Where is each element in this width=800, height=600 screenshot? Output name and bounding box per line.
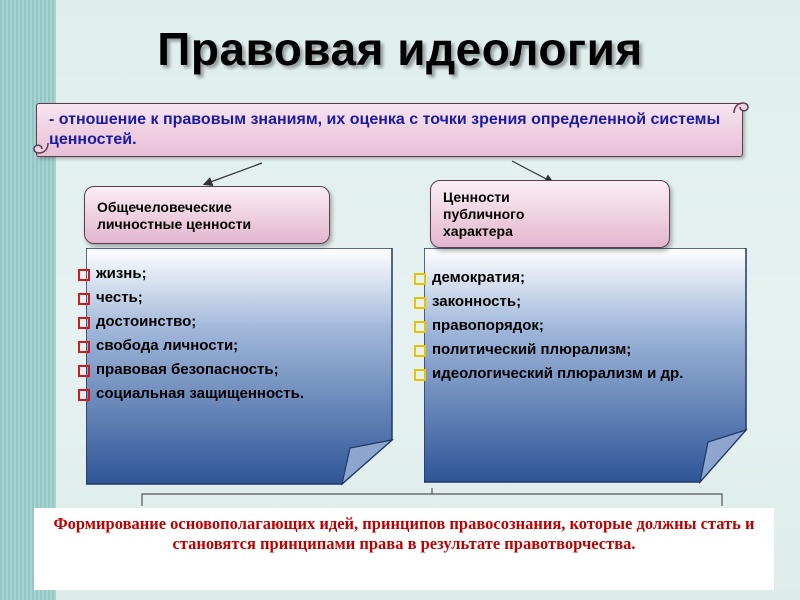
left-heading-text: Общечеловеческие личностные ценности xyxy=(97,199,252,232)
definition-text: - отношение к правовым знаниям, их оценка с точки зрения определенной системы ценностей. xyxy=(49,111,721,148)
list-item: демократия; xyxy=(414,266,734,290)
list-item: честь; xyxy=(78,286,388,310)
right-heading-text: Ценности публичного характера xyxy=(443,189,525,239)
list-item: жизнь; xyxy=(78,262,388,286)
conclusion-box xyxy=(34,508,774,590)
list-item: свобода личности; xyxy=(78,334,388,358)
list-item: правопорядок; xyxy=(414,314,734,338)
list-item: политический плюрализм; xyxy=(414,338,734,362)
list-item: правовая безопасность; xyxy=(78,358,388,382)
list-item: достоинство; xyxy=(78,310,388,334)
list-item: социальная защищенность. xyxy=(78,382,388,406)
list-item: законность; xyxy=(414,290,734,314)
conclusion-text: Формирование основополагающих идей, принципов правосознания, которые должны стать и становятся принципами права в результате правотворчества. xyxy=(53,514,755,553)
list-item: идеологический плюрализм и др. xyxy=(414,362,734,386)
page-title: Правовая идеология xyxy=(157,23,643,75)
